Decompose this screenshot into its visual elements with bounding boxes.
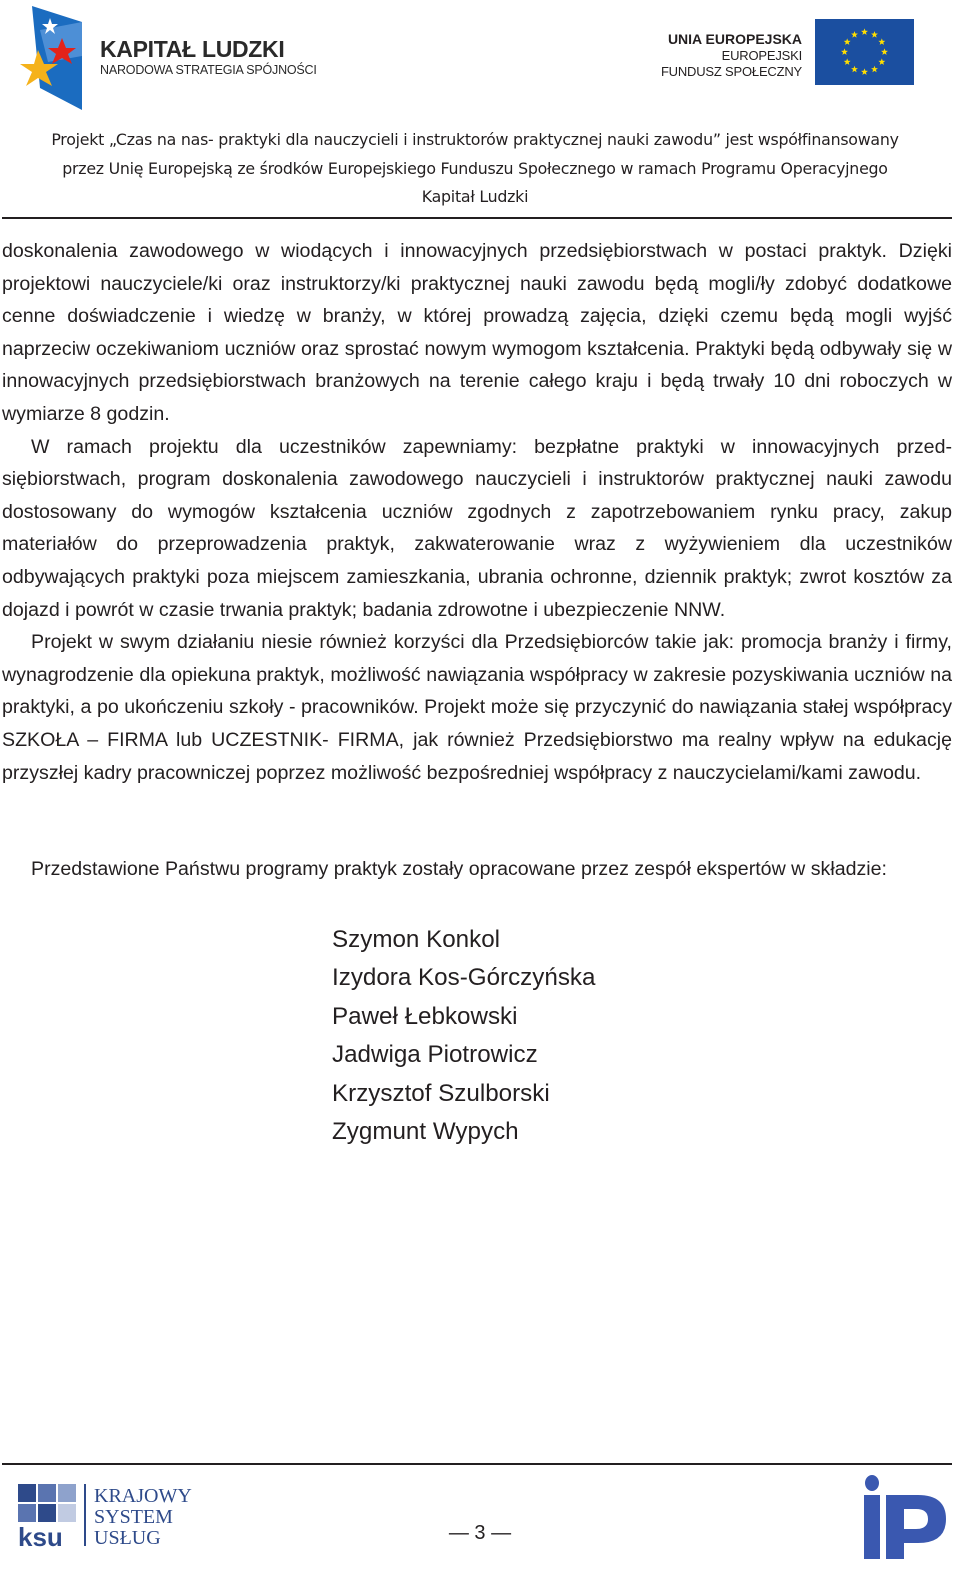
header-divider [2,217,952,219]
eu-fund-line2: FUNDUSZ SPOŁECZNY [660,64,802,79]
expert-name: Paweł Łebkowski [332,1002,518,1030]
kapital-ludzki-logo-icon [18,4,86,110]
ksu-abbr: ksu [18,1522,63,1552]
eu-name: UNIA EUROPEJSKA [667,31,802,47]
expert-name: Izydora Kos-Górczyńska [332,964,596,992]
body-paragraph: W ramach projektu dla uczestników zapewniamy: bezpłatne praktyki w innowacyjnych przedsiębiorstwach, program doskonalenia zawodowego nauczycieli i instruktorów praktycznej nauki zawodu dostosowany do wymogów kształcenia uczniów zgodnych z zapotrzebowaniem rynku pracy, zakup materiałów do przeprowadzenia praktyk, zakwaterowanie wraz z wyżywieniem dla uczestników odbywających praktyki poza miejscem zamieszkania, ubrania ochronne, dziennik praktyk; zwrot kosztów za dojazd i powrót w czasie trwania praktyk; badania zdrowotne i ubezpieczenie NNW. [2,435,952,621]
experts-intro: Przedstawione Państwu programy praktyk zostały opracowane przez zespół ekspertów w składzie: [31,858,887,880]
eu-fund-line1: EUROPEJSKI [721,47,802,63]
experts-list [332,921,595,1151]
page-number: — 3 — [448,1522,512,1544]
expert-name: Szymon Konkol [332,926,501,953]
ip-logo-icon [856,1473,950,1561]
kapital-ludzki-subtitle: NARODOWA STRATEGIA SPÓJNOŚCI [100,63,317,77]
body-paragraph: Projekt w swym działaniu niesie również korzyści dla Przedsiębiorców takie jak: promocja branży i firmy, wynagrodzenie dla opiekuna praktyk, możliwość nawiązania współpracy w zakresie pozyskiwania uczniów na praktyki, a po ukończeniu szkoły - pracowników. Projekt może się przyczynić do nawiązania stałej współpracy SZKOŁA – FIRMA lub UCZESTNIK- FIRMA, jak również Przedsiębiorstwo ma realny wpływ na edukację przyszłej kadry pracowniczej poprzez możliwość bezpośredniej współpracy z nauczycielami/kami zawodu. [2,631,952,784]
ksu-line1: KRAJOWY [94,1485,192,1507]
expert-name: Zygmunt Wypych [332,1118,519,1146]
document-body [2,235,952,789]
project-info-line: przez Unię Europejską ze środków Europejskiego Funduszu Społecznego w ramach Programu Operacyjnego [62,158,888,178]
eu-flag-icon [815,19,914,85]
kapital-ludzki-title: KAPITAŁ LUDZKI [100,36,285,62]
body-paragraph: doskonalenia zawodowego w wiodących i innowacyjnych przedsiębiorstwach w postaci praktyk. Dzięki projektowi nauczyciele/ki oraz instruktorzy/ki praktycznej nauki zawodu będą mogli/ły zdobyć dodatkowe cenne doświadczenie i wiedzę w branży, w której prowadzą zajęcia, dzięki czemu będą mogli wyjść naprzeciw oczekiwaniom uczniów oraz sprostać nowym wymogom kształcenia. Praktyki będą odbywały się w innowacyjnych przedsiębiorstwach branżowych na terenie całego kraju i będą trwały 10 dni roboczych w wymiarze 8 godzin. [2,240,952,425]
footer-divider [2,1463,952,1465]
expert-name: Krzysztof Szulborski [332,1079,550,1107]
expert-name: Jadwiga Piotrowicz [332,1041,538,1069]
page-header [0,0,960,220]
project-info-line: Kapitał Ludzki [421,187,529,206]
ksu-line2: SYSTEM [94,1506,173,1528]
ksu-logo-icon [18,1482,198,1552]
project-info [0,126,950,212]
ksu-line3: USŁUG [94,1527,161,1549]
eu-fund-label [661,31,802,81]
project-info-line: Projekt „Czas na nas- praktyki dla nauczycieli i instruktorów praktycznej nauki zawodu” jest współfinansowany [51,130,899,149]
